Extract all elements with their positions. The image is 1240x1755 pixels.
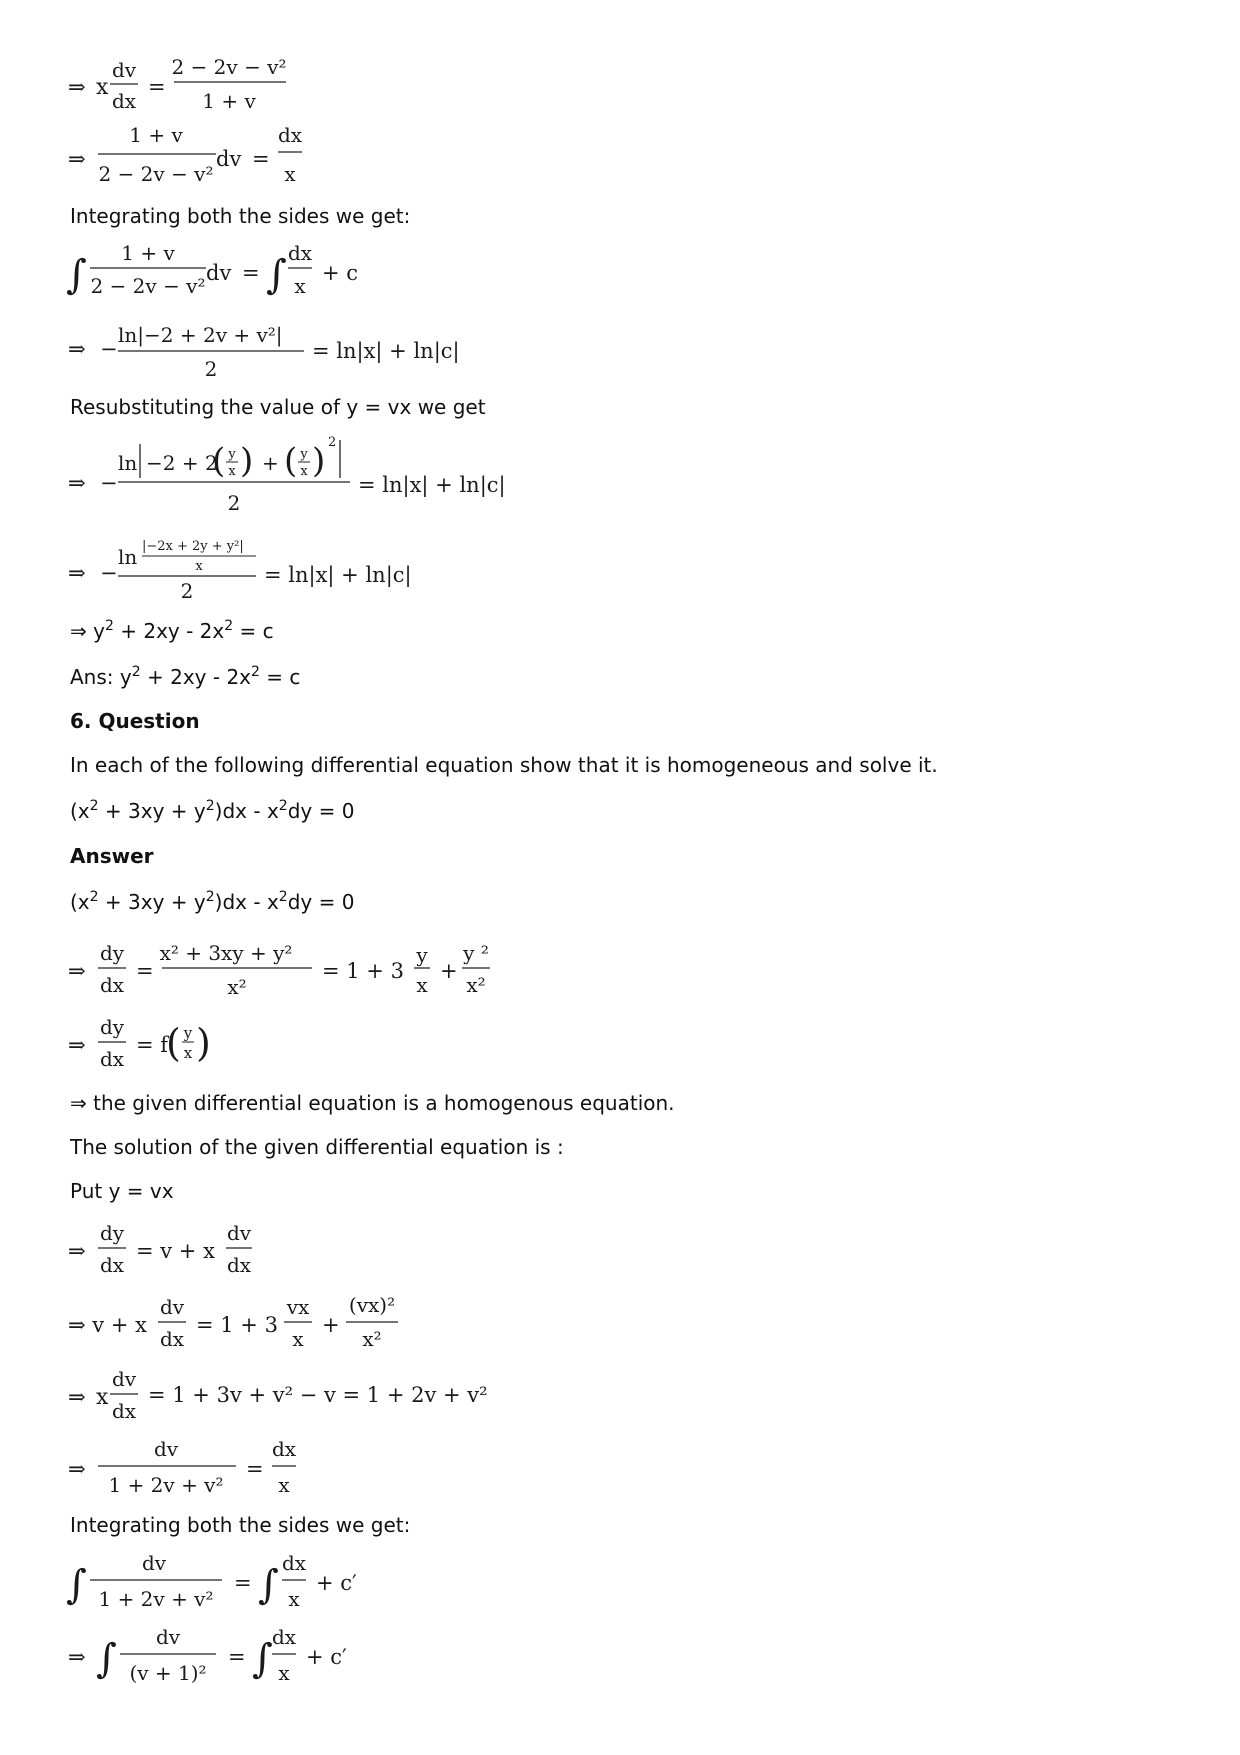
fraction-x: x bbox=[300, 464, 308, 479]
answer-heading: Answer bbox=[70, 844, 154, 868]
eq-part: + 3xy + y bbox=[98, 890, 206, 914]
constant: + c′ bbox=[316, 1571, 357, 1595]
implies-symbol: ⇒ bbox=[68, 337, 86, 361]
implies-symbol: ⇒ bbox=[68, 1645, 86, 1669]
integral-sign: ∫ bbox=[66, 252, 87, 298]
equals: = bbox=[234, 1571, 252, 1595]
inner-denominator: x bbox=[195, 559, 203, 574]
middle-term: = 1 + 3 bbox=[196, 1313, 278, 1337]
implies-symbol: ⇒ bbox=[68, 1033, 86, 1057]
eq-exponent: 2 bbox=[205, 889, 215, 905]
numerator: vx bbox=[286, 1295, 310, 1319]
minus: − bbox=[100, 561, 118, 585]
numerator: dv bbox=[141, 1551, 167, 1575]
eq-exponent: 2 bbox=[89, 798, 99, 814]
equals: = bbox=[246, 1457, 264, 1481]
eq-part: + 3xy + y bbox=[98, 799, 206, 823]
minus: − bbox=[100, 471, 118, 495]
right-hand-side: = 1 + 3 bbox=[322, 959, 404, 983]
numerator: 2 − 2v − v² bbox=[171, 55, 287, 79]
denominator: 2 bbox=[204, 357, 218, 381]
denominator: 2 − 2v − v² bbox=[98, 162, 214, 186]
eq-part: )dx - x bbox=[214, 799, 279, 823]
numerator: ln|−2 + 2v + v²| bbox=[118, 323, 283, 347]
answer-part: + 2xy - 2x bbox=[140, 665, 252, 689]
constant: + c bbox=[322, 261, 359, 285]
equation-3 bbox=[66, 240, 426, 310]
implies-symbol: ⇒ bbox=[68, 1239, 86, 1263]
eq-exponent: 2 bbox=[89, 889, 99, 905]
result-part: ⇒ y bbox=[70, 619, 105, 643]
fraction-y: y bbox=[300, 447, 308, 462]
paren-left: ( bbox=[284, 441, 298, 481]
fraction-y: y bbox=[183, 1024, 193, 1042]
implies-symbol: ⇒ bbox=[68, 147, 86, 171]
numerator: 1 + v bbox=[129, 123, 183, 147]
numerator: dv bbox=[111, 58, 137, 82]
answer-part: = c bbox=[259, 665, 301, 689]
result-exponent: 2 bbox=[104, 618, 114, 634]
numerator: dv bbox=[153, 1437, 179, 1461]
question-text: In each of the following differential equation show that it is homogeneous and solve it. bbox=[70, 753, 938, 777]
denominator: x bbox=[288, 1587, 300, 1611]
var-x: x bbox=[96, 75, 109, 100]
denominator: dx bbox=[99, 1253, 125, 1277]
numerator: dv bbox=[155, 1625, 181, 1649]
denominator: 2 bbox=[180, 579, 194, 603]
denominator: x bbox=[284, 162, 296, 186]
equation-12 bbox=[66, 1434, 386, 1504]
numerator: dy bbox=[99, 941, 125, 965]
numerator: dx bbox=[287, 241, 313, 265]
text-put: Put y = vx bbox=[70, 1179, 174, 1203]
numerator: y ² bbox=[463, 941, 489, 965]
denominator: x bbox=[294, 274, 306, 298]
paren-right: ) bbox=[312, 441, 326, 481]
dv: dv bbox=[206, 261, 232, 285]
denominator: x bbox=[278, 1473, 290, 1497]
result-exponent: 2 bbox=[224, 618, 234, 634]
text-resubstituting: Resubstituting the value of y = vx we get bbox=[70, 395, 486, 419]
text-integrating-2: Integrating both the sides we get: bbox=[70, 1513, 411, 1537]
numerator: dv bbox=[226, 1221, 252, 1245]
numerator: dx bbox=[271, 1625, 297, 1649]
integral-sign: ∫ bbox=[96, 1636, 117, 1682]
eq-part: dy = 0 bbox=[287, 799, 355, 823]
eq-part: (x bbox=[70, 890, 90, 914]
numerator: x² + 3xy + y² bbox=[159, 941, 293, 965]
integral-sign: ∫ bbox=[258, 1562, 279, 1608]
result-part: = c bbox=[233, 619, 274, 643]
equation-6 bbox=[66, 528, 526, 608]
exponent: 2 bbox=[328, 435, 337, 450]
denominator: x² bbox=[362, 1327, 382, 1351]
numerator: dv bbox=[111, 1367, 137, 1391]
equation-4 bbox=[66, 318, 526, 380]
denominator: x bbox=[292, 1327, 304, 1351]
paren-right: ) bbox=[196, 1021, 211, 1065]
implies-symbol: ⇒ bbox=[68, 471, 86, 495]
equation-11 bbox=[66, 1362, 586, 1432]
denominator: x² bbox=[227, 975, 247, 999]
equation-10 bbox=[66, 1290, 486, 1360]
equals: = bbox=[252, 147, 270, 171]
middle-term: = v + x bbox=[136, 1239, 215, 1263]
denominator: 1 + 2v + v² bbox=[108, 1473, 224, 1497]
denominator: 2 − 2v − v² bbox=[90, 274, 206, 298]
eq-part: dy = 0 bbox=[287, 890, 355, 914]
eq-exponent: 2 bbox=[205, 798, 215, 814]
numerator: dy bbox=[99, 1015, 125, 1039]
equals: = f bbox=[136, 1033, 169, 1057]
result-part: + 2xy - 2x bbox=[113, 619, 225, 643]
equals: = bbox=[228, 1645, 246, 1669]
numerator: 1 + v bbox=[121, 241, 175, 265]
text-answer-line bbox=[70, 664, 300, 690]
eq-part: )dx - x bbox=[214, 890, 279, 914]
numerator: dy bbox=[99, 1221, 125, 1245]
answer-equation bbox=[70, 889, 354, 915]
fraction-y: y bbox=[228, 447, 236, 462]
eq-exponent: 2 bbox=[278, 889, 288, 905]
answer-part: Ans: y bbox=[70, 665, 132, 689]
numerator: dx bbox=[281, 1551, 307, 1575]
minus: − bbox=[100, 337, 118, 361]
fraction-x: x bbox=[228, 464, 236, 479]
denominator: dx bbox=[111, 1399, 137, 1423]
right-hand-side: = ln|x| + ln|c| bbox=[264, 563, 412, 587]
implies-symbol: ⇒ bbox=[68, 959, 86, 983]
equation-5 bbox=[66, 434, 586, 520]
denominator: 1 + 2v + v² bbox=[98, 1587, 214, 1611]
numerator-part: −2 + 2 bbox=[146, 451, 218, 475]
text-solution: The solution of the given differential equation is : bbox=[70, 1135, 564, 1159]
denominator: 1 + v bbox=[202, 89, 256, 113]
right-hand-side: = ln|x| + ln|c| bbox=[312, 339, 460, 363]
equation-13 bbox=[66, 1548, 426, 1620]
dv: dv bbox=[216, 147, 242, 171]
plus: + bbox=[322, 1313, 340, 1337]
plus: + bbox=[262, 451, 279, 475]
question-equation bbox=[70, 798, 354, 824]
implies-symbol: ⇒ bbox=[68, 1385, 86, 1409]
numerator-ln: ln bbox=[118, 451, 138, 475]
integral-sign: ∫ bbox=[252, 1636, 273, 1682]
eq-part: (x bbox=[70, 799, 90, 823]
numerator: dx bbox=[277, 123, 303, 147]
question-heading: 6. Question bbox=[70, 709, 200, 733]
equation-9 bbox=[66, 1216, 366, 1286]
denominator: dx bbox=[99, 973, 125, 997]
paren-left: ( bbox=[212, 441, 226, 481]
equation-14 bbox=[66, 1622, 426, 1694]
plus: + bbox=[440, 959, 458, 983]
var-x: x bbox=[96, 1385, 109, 1410]
implies-symbol: ⇒ bbox=[68, 561, 86, 585]
numerator: dx bbox=[271, 1437, 297, 1461]
denominator: dx bbox=[226, 1253, 252, 1277]
equation-8 bbox=[66, 1008, 326, 1080]
integral-sign: ∫ bbox=[266, 252, 287, 298]
right-hand-side: = ln|x| + ln|c| bbox=[358, 473, 506, 497]
implies-symbol: ⇒ bbox=[68, 75, 86, 99]
numerator: dv bbox=[159, 1295, 185, 1319]
numerator: y bbox=[416, 943, 428, 967]
inner-numerator: |−2x + 2y + y²| bbox=[142, 539, 244, 554]
equation-2 bbox=[66, 123, 386, 196]
denominator: x² bbox=[466, 973, 486, 997]
equation-1 bbox=[66, 52, 386, 122]
denominator: dx bbox=[159, 1327, 185, 1351]
equals: = bbox=[136, 959, 154, 983]
equals: = bbox=[242, 261, 260, 285]
text-homogenous: ⇒ the given differential equation is a homogenous equation. bbox=[70, 1091, 675, 1115]
equation-7 bbox=[66, 936, 586, 1006]
eq-exponent: 2 bbox=[278, 798, 288, 814]
denominator: dx bbox=[99, 1047, 125, 1071]
fraction-x: x bbox=[183, 1044, 193, 1062]
constant: + c′ bbox=[306, 1645, 347, 1669]
denominator: x bbox=[416, 973, 428, 997]
integral-sign: ∫ bbox=[66, 1562, 87, 1608]
denominator: x bbox=[278, 1661, 290, 1685]
paren-left: ( bbox=[166, 1021, 181, 1065]
implies-symbol: ⇒ v + x bbox=[68, 1313, 147, 1337]
answer-exponent: 2 bbox=[131, 664, 141, 680]
text-result-line bbox=[70, 618, 274, 644]
text-integrating-1: Integrating both the sides we get: bbox=[70, 204, 411, 228]
equals: = bbox=[148, 75, 166, 99]
numerator: (vx)² bbox=[348, 1293, 396, 1317]
denominator: 2 bbox=[227, 491, 241, 515]
answer-exponent: 2 bbox=[251, 664, 260, 680]
ln: ln bbox=[118, 545, 138, 569]
right-hand-side: = 1 + 3v + v² − v = 1 + 2v + v² bbox=[148, 1383, 488, 1407]
paren-right: ) bbox=[240, 441, 254, 481]
implies-symbol: ⇒ bbox=[68, 1457, 86, 1481]
denominator: (v + 1)² bbox=[129, 1661, 207, 1685]
denominator: dx bbox=[111, 89, 137, 113]
